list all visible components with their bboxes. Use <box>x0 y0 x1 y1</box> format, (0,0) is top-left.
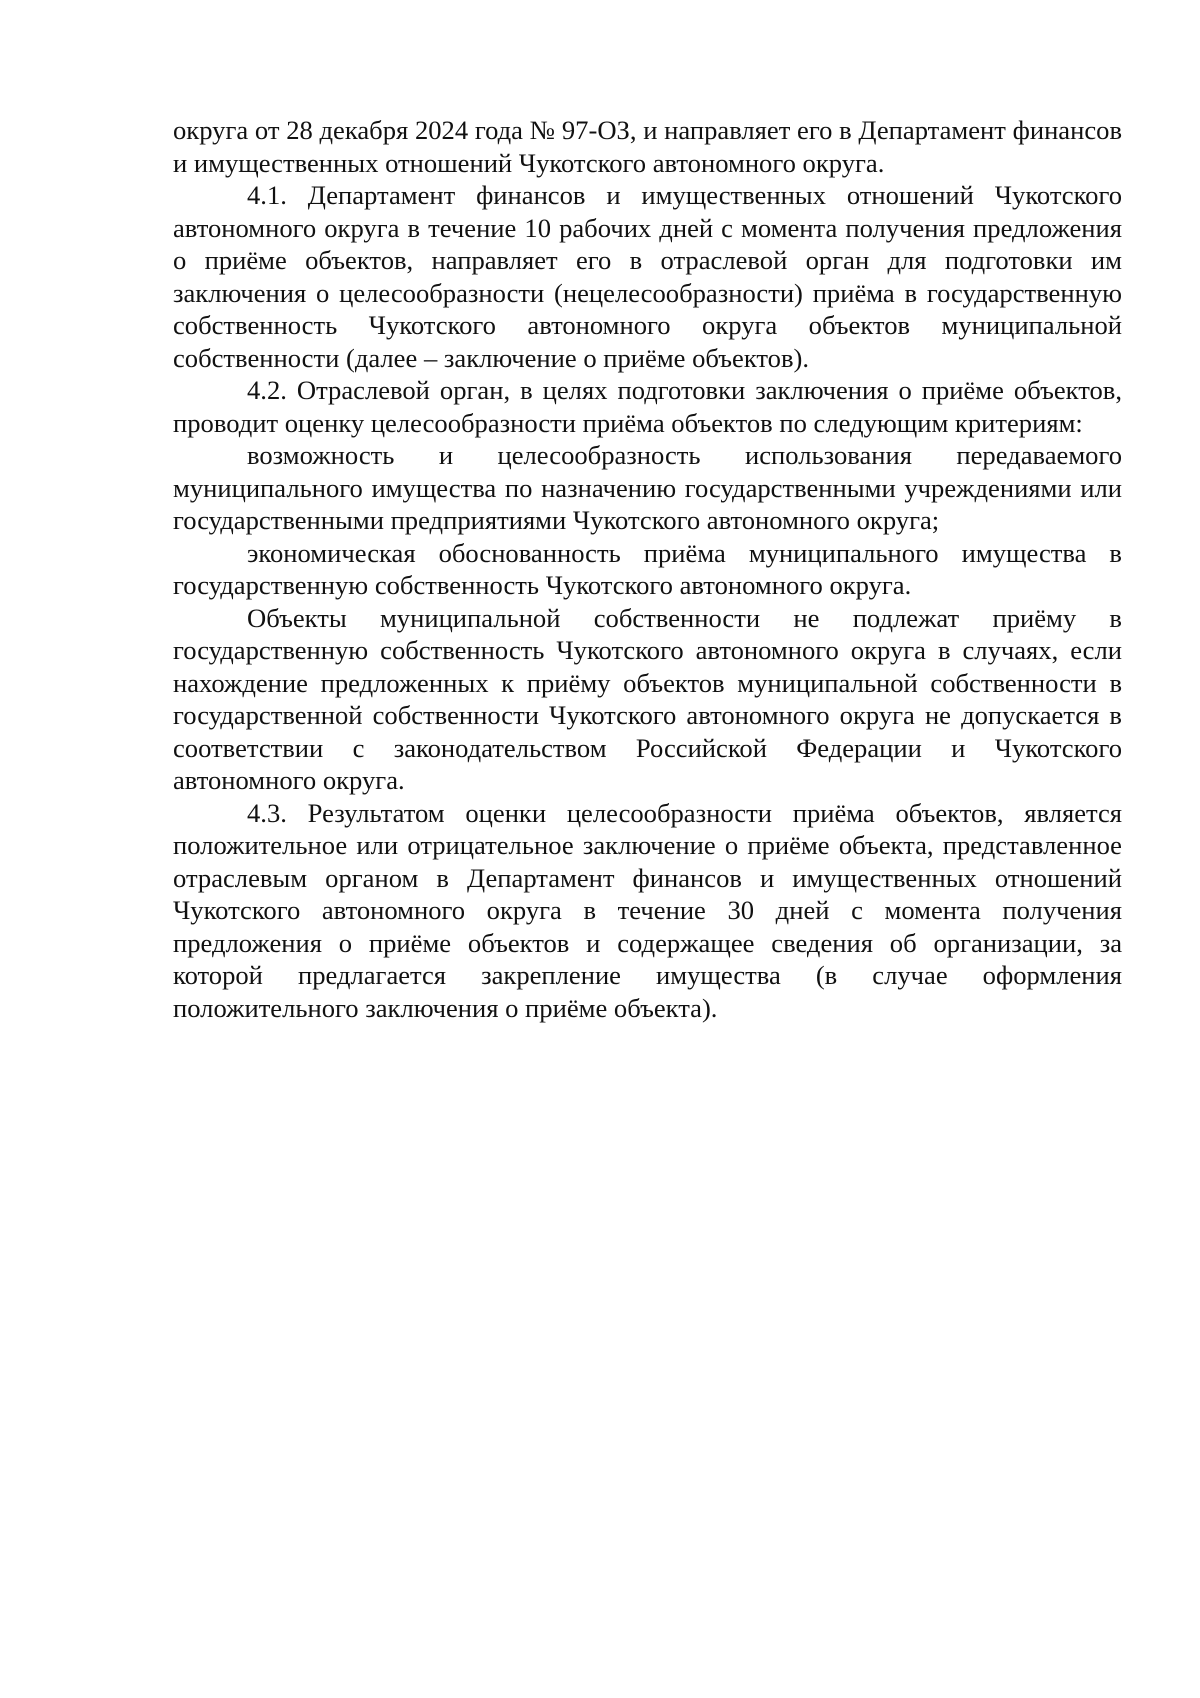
criterion-economic: экономическая обоснованность приёма муниципального имущества в государственную собственность Чукотского автономного округа. <box>173 537 1122 600</box>
criterion-usage: возможность и целесообразность использования передаваемого муниципального имущества по назначению государственными учреждениями или государственными предприятиями Чукотского автономного округа; <box>173 440 1122 535</box>
document-body <box>173 114 1122 1024</box>
paragraph-4-2: 4.2. Отраслевой орган, в целях подготовки заключения о приёме объектов, проводит оценку целесообразности приёма объектов по следующим критериям: <box>173 375 1122 438</box>
paragraph-continuation: округа от 28 декабря 2024 года № 97-ОЗ, и направляет его в Департамент финансов и имущественных отношений Чукотского автономного округа. <box>173 115 1122 178</box>
paragraph-exclusions: Объекты муниципальной собственности не подлежат приёму в государственную собственность Чукотского автономного округа в случаях, если нахождение предложенных к приёму объектов муниципальной собственности в государственной собственности Чукотского автономного округа не допускается в соответствии с законодательством Российской Федерации и Чукотского автономного округа. <box>173 602 1122 795</box>
paragraph-4-1: 4.1. Департамент финансов и имущественных отношений Чукотского автономного округа в течение 10 рабочих дней с момента получения предложения о приёме объектов, направляет его в отраслевой орган для подготовки им заключения о целесообразности (нецелесообразности) приёма в государственную собственность Чукотского автономного округа объектов муниципальной собственности (далее – заключение о приёме объектов). <box>173 180 1122 373</box>
paragraph-4-3: 4.3. Результатом оценки целесообразности приёма объектов, является положительное или отрицательное заключение о приёме объекта, представленное отраслевым органом в Департамент финансов и имущественных отношений Чукотского автономного округа в течение 30 дней с момента получения предложения о приёме объектов и содержащее сведения об организации, за которой предлагается закрепление имущества (в случае оформления положительного заключения о приёме объекта). <box>173 797 1122 1023</box>
